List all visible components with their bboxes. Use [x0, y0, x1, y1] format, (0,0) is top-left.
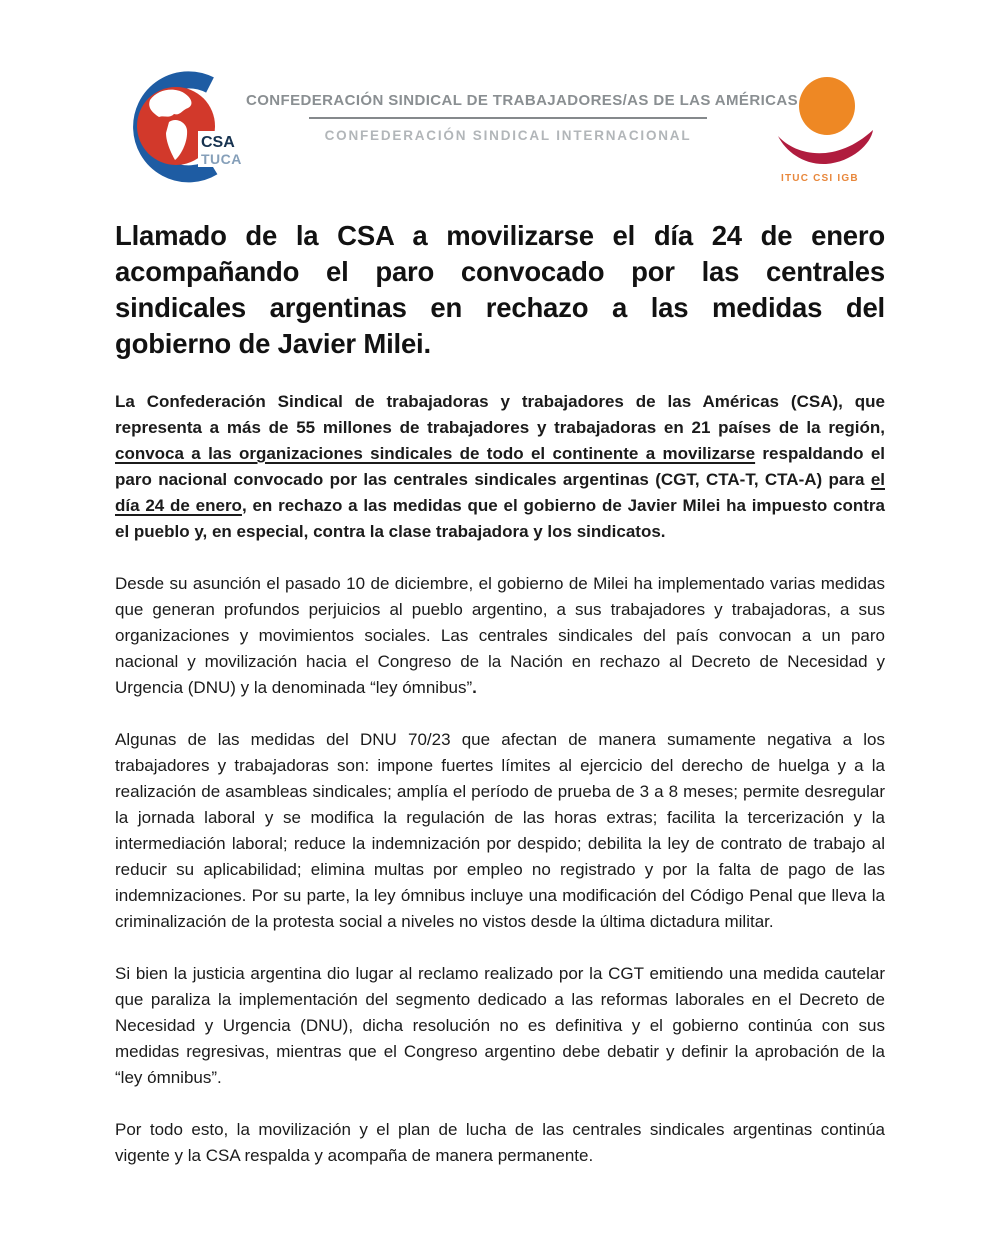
paragraph — [115, 389, 885, 545]
text-run: Desde su asunción el pasado 10 de diciembre, el gobierno de Milei ha implementado varias medidas que generan profundos perjuicios al pueblo argentino, a sus trabajadores y trabajadoras, a sus organizaciones y movimientos sociales. Las centrales sindicales del país convocan a un paro nacional y movilización hacia el Congreso de la Nación en rechazo al Decreto de Necesidad y Urgencia (DNU) y la denominada “ley ómnibus” — [115, 574, 885, 697]
org-name-secondary: CONFEDERACIÓN SINDICAL INTERNACIONAL — [324, 128, 692, 143]
csa-tuca-logo — [114, 70, 246, 189]
text-run: La Confederación Sindical de trabajadoras y trabajadores de las Américas (CSA), que representa a más de 55 millones de trabajadores y trabajadoras en 21 países de la región, — [115, 392, 885, 437]
text-run: . — [472, 678, 477, 697]
underlined-text-run: convoca a las organizaciones sindicales de todo el continente a movilizarse — [115, 444, 756, 463]
text-run: Si bien la justicia argentina dio lugar al reclamo realizado por la CGT emitiendo una medida cautelar que paraliza la implementación del segmento dedicado a las reformas laborales en el Decreto de Necesidad y Urgencia (DNU), dicha resolución no es definitiva y el gobierno continúa con sus medidas regresivas, mientras que el Congreso argentino debe debatir y definir la aprobación de la “ley ómnibus”. — [115, 964, 885, 1087]
header-divider — [309, 117, 707, 119]
header-org-names — [246, 70, 799, 143]
text-run: Algunas de las medidas del DNU 70/23 que afectan de manera sumamente negativa a los trabajadores y trabajadoras son: impone fuertes límites al ejercicio del derecho de huelga y a la realización de asambleas sindicales; amplía el período de prueba de 3 a 8 meses; permite desregular la jornada laboral y se modifica la regulación de las horas extras; facilita la tercerización y la intermediación laboral; reduce la indemnización por despido; debilita la ley de contrato de trabajo al reducir su aplicabilidad; elimina multas por empleo no registrado y por la falta de pago de las indemnizaciones. Por su parte, la ley ómnibus incluye una modificación del Código Penal que lleva la criminalización de la protesta social a niveles no vistos desde la última dictadura militar. — [115, 730, 885, 931]
tuca-acronym: TUCA — [201, 151, 242, 167]
ituc-swoosh-shape — [778, 130, 873, 164]
text-run: respaldando el paro nacional convocado por las centrales sindicales argentinas (CGT, CTA-T, CTA-A) para — [115, 444, 886, 489]
csa-acronym: CSA — [201, 134, 235, 151]
ituc-icon — [770, 70, 892, 186]
csa-globe-icon — [114, 70, 246, 184]
text-run: , en rechazo a las medidas que el gobierno de Javier Milei ha impuesto contra el pueblo y, en especial, contra la clase trabajadora y los sindicatos. — [115, 496, 885, 541]
document-body — [115, 389, 885, 1169]
paragraph — [115, 961, 885, 1091]
paragraph — [115, 1117, 885, 1169]
document-header — [0, 0, 1000, 191]
org-name-primary: CONFEDERACIÓN SINDICAL DE TRABAJADORES/AS DE LAS AMÉRICAS — [246, 92, 799, 109]
text-run: Por todo esto, la movilización y el plan de lucha de las centrales sindicales argentinas continúa vigente y la CSA respalda y acompaña de manera permanente. — [115, 1120, 885, 1165]
paragraph — [115, 571, 885, 701]
ituc-circle-shape — [799, 77, 855, 135]
paragraph — [115, 727, 885, 935]
document-title: Llamado de la CSA a movilizarse el día 24 de enero acompañando el paro convocado por las centrales sindicales argentinas en rechazo a las medidas del gobierno de Javier Milei. — [115, 220, 885, 359]
underlined-text-run: el día 24 de enero — [115, 470, 885, 515]
ituc-logo — [770, 70, 892, 191]
ituc-caption: ITUC CSI IGB — [781, 173, 859, 184]
